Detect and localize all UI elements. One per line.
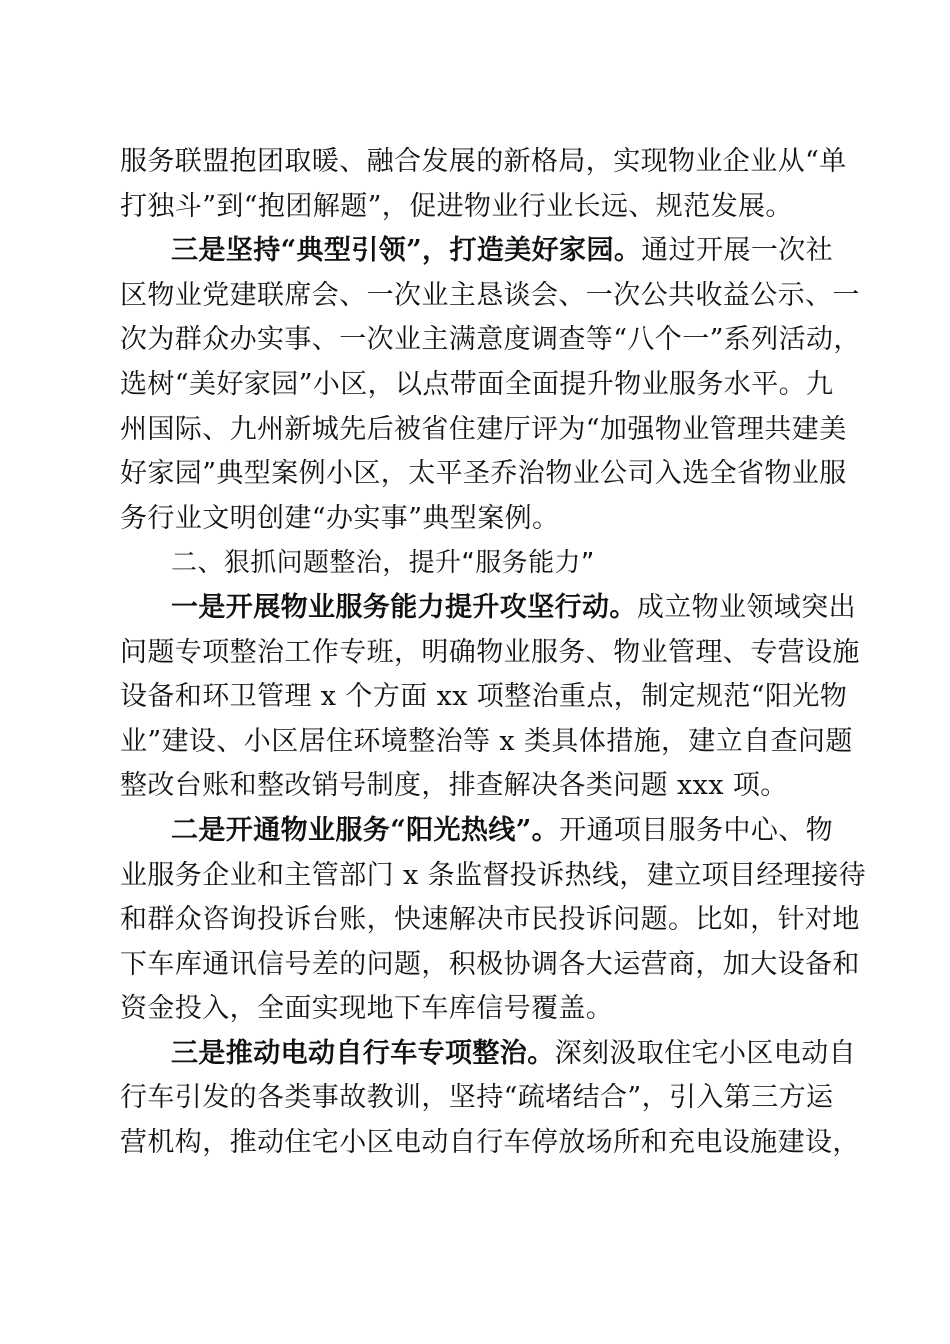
text-line: 服务联盟抱团取暖、融合发展的新格局，实现物业企业从“单 [120,146,847,177]
paragraph-typical-leading [120,229,861,541]
text-line [120,809,832,854]
text-line: 营机构，推动住宅小区电动自行车停放场所和充电设施建设， [120,1127,860,1159]
paragraph-lead: 一是开展物业服务能力提升攻坚行动。 [171,591,637,623]
text-line [120,1032,857,1077]
text-line: 打独斗”到“抱团解题”，促进物业行业长远、规范发展。 [120,190,793,222]
text-line [120,586,857,631]
text-line: 选树“美好家园”小区，以点带面全面提升物业服务水平。九 [120,368,834,400]
paragraph-sunshine-hotline [120,809,866,1032]
text-line: 务行业文明创建“办实事”典型案例。 [120,502,560,534]
text-line [120,229,832,274]
text-line: 业”建设、小区居住环境整治等 x 类具体措施，建立自查问题 [120,725,853,757]
paragraph-lead: 二是开通物业服务“阳光热线”。 [171,814,560,846]
text-fragment: 通过开展一次社 [641,235,834,267]
text-line: 区物业党建联席会、一次业主恳谈会、一次公共收益公示、一 [120,279,860,311]
paragraph-lead: 三是推动电动自行车专项整治。 [171,1037,555,1069]
paragraph-service-capacity [120,586,860,809]
text-line: 好家园”典型案例小区，太平圣乔治物业公司入选全省物业服 [120,458,847,490]
text-fragment: 成立物业领域突出 [636,591,857,623]
text-line: 问题专项整治工作专班，明确物业服务、物业管理、专营设施 [120,636,860,668]
text-line: 州国际、九州新城先后被省住建厅评为“加强物业管理共建美 [120,413,847,445]
text-line: 下车库通讯信号差的问题，积极协调各大运营商，加大设备和 [120,948,860,980]
text-fragment: 深刻汲取住宅小区电动自 [554,1037,857,1069]
text-line: 整改台账和整改销号制度，排查解决各类问题 xxx 项。 [120,770,788,802]
text-line: 资金投入，全面实现地下车库信号覆盖。 [120,993,614,1025]
section-heading: 二、狠抓问题整治，提升“服务能力” [171,548,595,579]
paragraph-ebike-rectification [120,1032,860,1166]
text-fragment: 开通项目服务中心、物 [559,814,834,846]
paragraph-lead: 三是坚持“典型引领”，打造美好家园。 [171,235,642,267]
text-line: 行车引发的各类事故教训，坚持“疏堵结合”，引入第三方运 [120,1082,834,1114]
text-line: 次为群众办实事、一次业主满意度调查等“八个一”系列活动， [120,324,861,356]
text-line: 设备和环卫管理 x 个方面 xx 项整治重点，制定规范“阳光物 [120,681,848,713]
text-line: 业服务企业和主管部门 x 条监督投诉热线，建立项目经理接待 [120,859,866,891]
paragraph-continuation [120,140,847,229]
text-line: 和群众咨询投诉台账，快速解决市民投诉问题。比如，针对地 [120,904,860,936]
